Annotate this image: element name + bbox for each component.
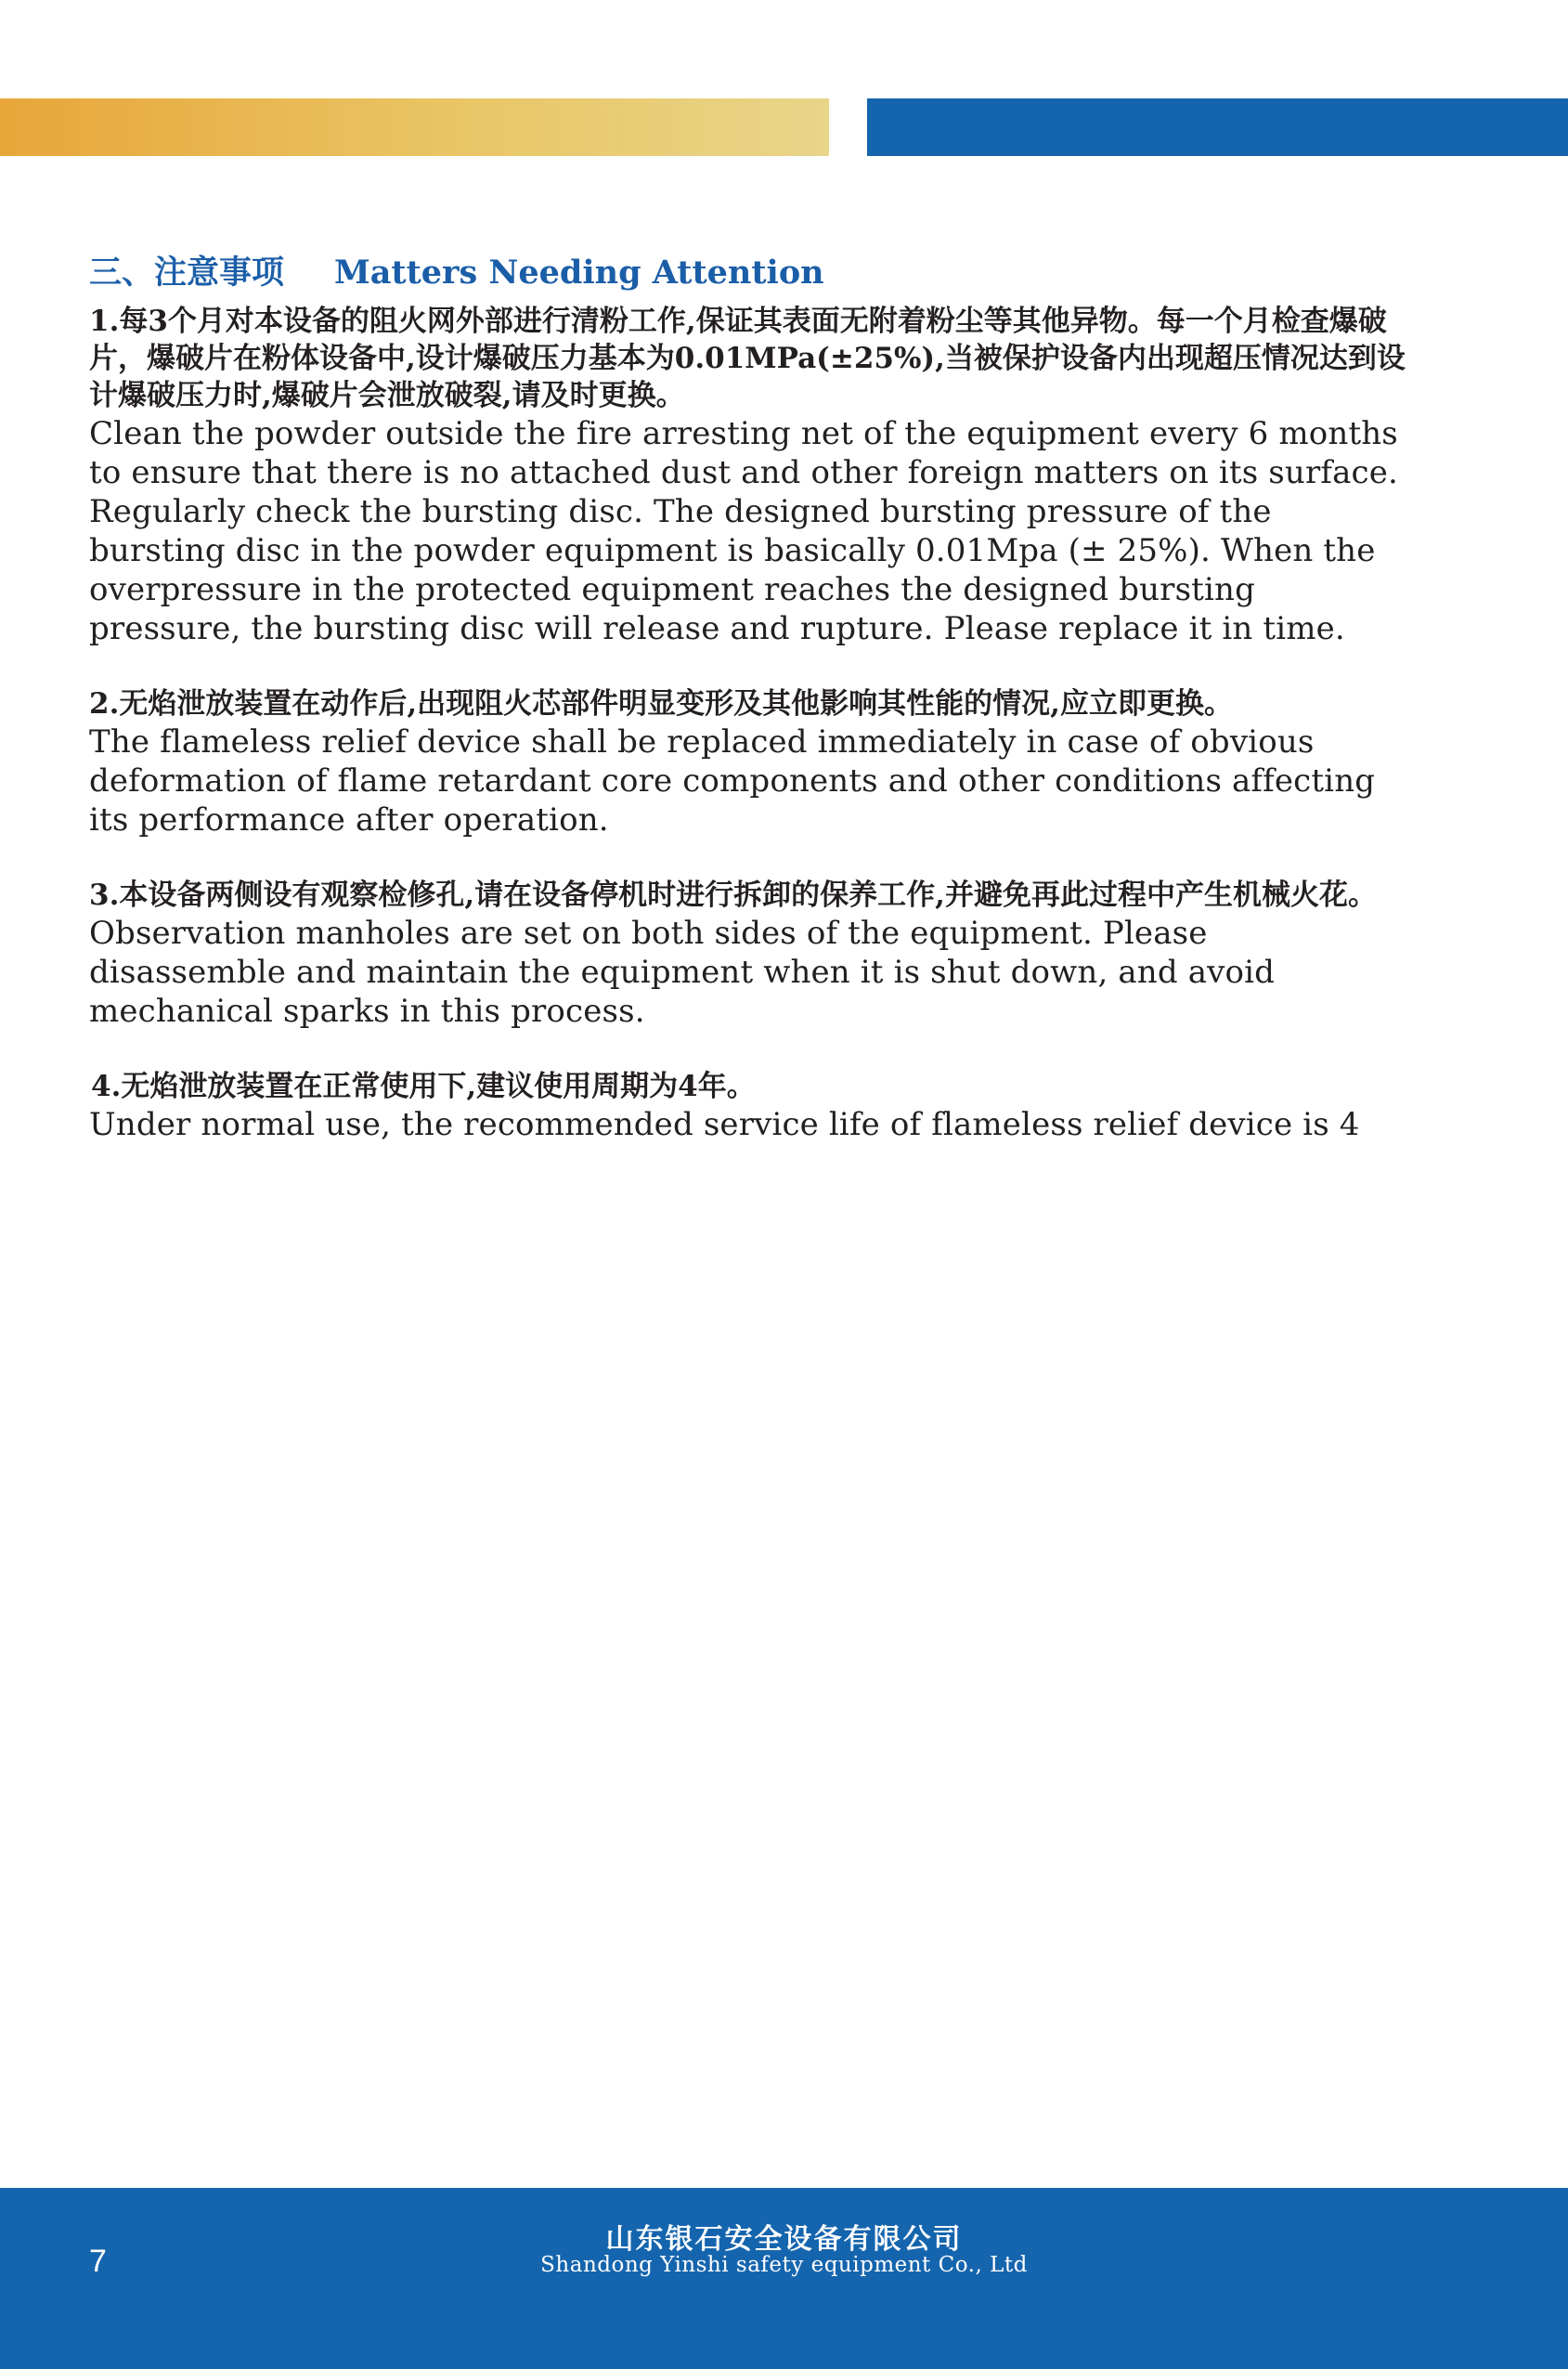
item-text-en: The flameless relief device shall be replaced immediately in case of obvious deformation of flame retardant core components and other conditions affecting its performance after operation. xyxy=(89,723,1376,839)
attention-item-3 xyxy=(89,877,1407,1031)
attention-item-4 xyxy=(89,1068,1407,1144)
section-title-en: Matters Needing Attention xyxy=(334,254,824,292)
item-text-en: Observation manholes are set on both sides of the equipment. Please disassemble and maintain the equipment when it is shut down, and avoid mechanical sparks in this process. xyxy=(89,915,1276,1030)
page-number: 7 xyxy=(89,2244,107,2279)
page-content xyxy=(89,249,1407,1181)
company-name-cn: 山东银石安全设备有限公司 xyxy=(605,2223,963,2256)
item-text-cn: 3.本设备两侧设有观察检修孔,请在设备停机时进行拆卸的保养工作,并避免再此过程中产生机械火花。 xyxy=(89,879,1377,912)
item-text-en: Clean the powder outside the fire arresting net of the equipment every 6 months to ensure that there is no attached dust and other foreign matters on its surface. Regularly check the bursting disc. The designed bursting pressure of the bursting disc in the powder equipment is basically 0.01Mpa (± 25%). When the overpressure in the protected equipment reaches the designed bursting pressure, the bursting disc will release and rupture. Please replace it in time. xyxy=(89,415,1398,647)
item-text-cn: 4.无焰泄放装置在正常使用下,建议使用周期为4年。 xyxy=(91,1070,756,1103)
section-title-cn: 三、注意事项 xyxy=(89,254,285,292)
company-name-en: Shandong Yinshi safety equipment Co., Ltd xyxy=(540,2253,1028,2277)
section-title xyxy=(89,249,1407,297)
header-accent-bar-gold xyxy=(0,98,829,156)
attention-item-1 xyxy=(89,303,1407,648)
item-text-en: Under normal use, the recommended service life of flameless relief device is 4 xyxy=(89,1106,1360,1143)
item-text-cn: 1.每3个月对本设备的阻火网外部进行清粉工作,保证其表面无附着粉尘等其他异物。每一个月检查爆破片，爆破片在粉体设备中,设计爆破压力基本为0.01MPa(±25%),当被保护设备内出现超压情况达到设计爆破压力时,爆破片会泄放破裂,请及时更换。 xyxy=(89,305,1406,412)
header-accent-bar-blue xyxy=(867,98,1568,156)
footer-band xyxy=(0,2188,1568,2369)
attention-item-2 xyxy=(89,685,1407,840)
item-text-cn: 2.无焰泄放装置在动作后,出现阻火芯部件明显变形及其他影响其性能的情况,应立即更换。 xyxy=(89,687,1233,721)
